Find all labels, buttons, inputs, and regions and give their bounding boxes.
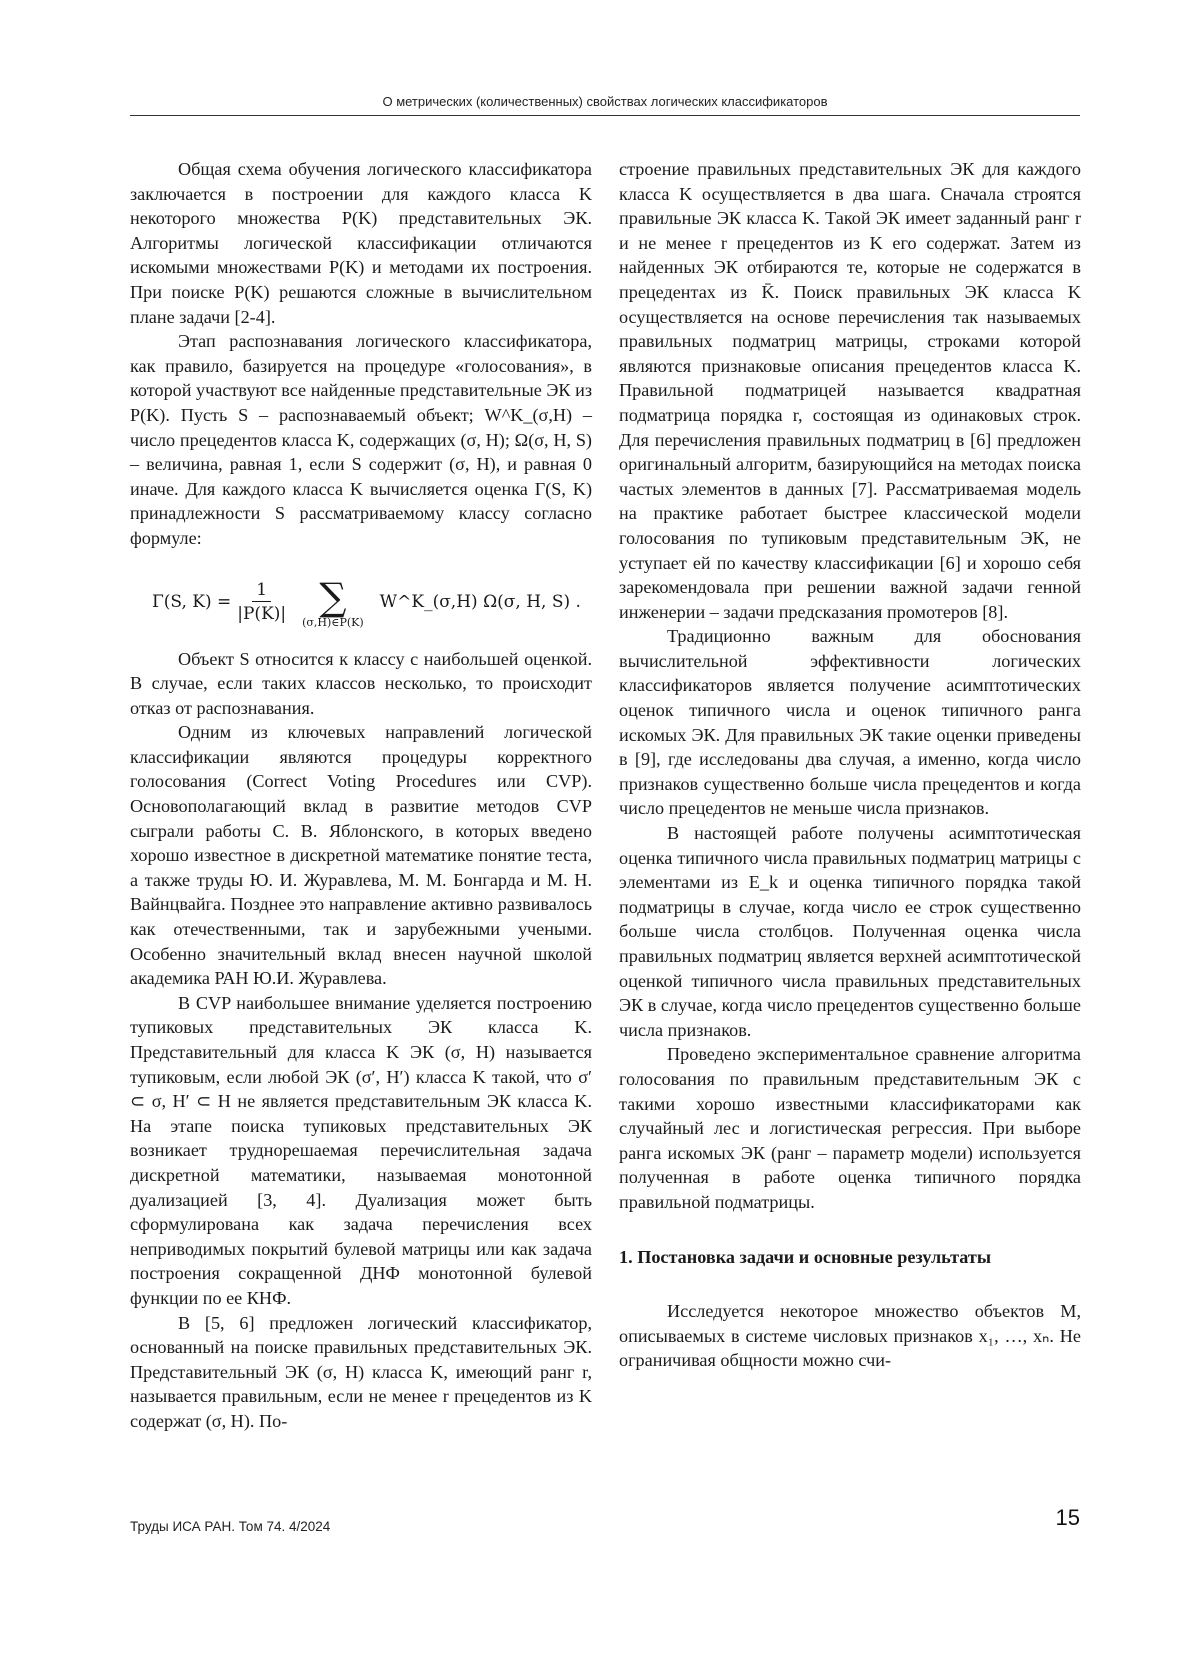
paragraph: В настоящей работе получены асимптотическая оценка типичного числа правильных подматриц матрицы с элементами из E_k и оценка типичного порядка такой подматрицы в случае, когда число ее строк существенно больше числа столбцов. Полученная оценка числа правильных подматриц является верхней асимптотической оценкой типичного числа правильных представительных ЭК в случае, когда число прецедентов существенно больше числа признаков. [619, 823, 1081, 1040]
formula-term: W^K_(σ,H) Ω(σ, H, S) . [379, 592, 581, 613]
paragraph: Традиционно важным для обоснования вычислительной эффективности логических классификаторов является получение асимптотических оценок типичного числа и оценок типичного ранга искомых ЭК. Для правильных ЭК такие оценки приведены в [9], где исследованы два случая, а именно, когда число признаков существенно больше числа прецедентов и когда число прецедентов не меньше числа признаков. [619, 626, 1081, 819]
sum-symbol: ∑ [319, 574, 347, 619]
paragraph: Объект S относится к классу с наибольшей оценкой. В случае, если таких классов несколько, то происходит отказ от распознавания. [130, 648, 592, 718]
paragraph: Одним из ключевых направлений логической классификации являются процедуры корректного голосования (Correct Voting Procedures или CVP). Основополагающий вклад в развитие методов CVP сыграли работы С. В. Яблонского, в которых введено хорошо известное в дискретной математике понятие теста, а также труды Ю. И. Журавлева, М. М. Бонгарда и М. Н. Вайнцвайга. Позднее это направление активно развивалось как отечественными, так и зарубежными учеными. Особенно значительный вклад внесен научной школой академика РАН Ю.И. Журавлева. [130, 722, 592, 989]
formula-fraction [237, 579, 286, 626]
paragraph: Проведено экспериментальное сравнение алгоритма голосования по правильным представительным ЭК с такими хорошо известными классификаторами как случайный лес и логистическая регрессия. При выборе ранга искомых ЭК (ранг – параметр модели) используется полученная в работе оценка типичного порядка правильной подматрицы. [619, 1044, 1081, 1212]
paragraph: Исследуется некоторое множество объектов M, описываемых в системе числовых признаков x₁, …, xₙ. Не ограничивая общности можно счи- [619, 1301, 1081, 1371]
right-column [619, 157, 1081, 1497]
paragraph: В [5, 6] предложен логический классификатор, основанный на поиске правильных представительных ЭК. Представительный ЭК (σ, H) класса K, имеющий ранг r, называется правильным, если не менее r прецедентов из K содержат (σ, H). По- [130, 1312, 592, 1431]
paragraph: Этап распознавания логического классификатора, как правило, базируется на процедуре «голосования», в которой участвуют все найденные представительные ЭК из P(K). Пусть S – распознаваемый объект; W^K_(σ,H) – число прецедентов класса K, содержащих (σ, H); Ω(σ, H, S) – величина, равная 1, если S содержит (σ, H), и равная 0 иначе. Для каждого класса K вычисляется оценка Γ(S, K) принадлежности S рассматриваемому классу согласно формуле: [130, 331, 592, 548]
left-column [130, 157, 592, 1497]
journal-footer: Труды ИСА РАН. Том 74. 4/2024 [130, 1519, 331, 1534]
formula-numerator: 1 [252, 579, 271, 602]
paragraph: Общая схема обучения логического классификатора заключается в построении для каждого класса K некоторого множества P(K) представительных ЭК. Алгоритмы логической классификации отличаются искомыми множествами P(K) и методами их построения. При поиске P(K) решаются сложные в вычислительном плане задачи [2-4]. [130, 159, 592, 327]
formula [130, 565, 592, 641]
formula-lhs: Γ(S, K) = [152, 592, 232, 613]
paragraph-continued: строение правильных представительных ЭК для каждого класса K осуществляется в два шага. Сначала строятся правильные ЭК класса K. Такой ЭК имеет заданный ранг r и не менее r прецедентов из K его содержат. Затем из найденных ЭК отбираются те, которые не содержатся в прецедентах из K̄. Поиск правильных ЭК класса K осуществляется на основе перечисления так называемых правильных подматриц матрицы, строками которой являются признаковые описания прецедентов класса K. Правильной подматрицей называется квадратная подматрица порядка r, состоящая из одинаковых строк. Для перечисления правильных подматриц в [6] предложен оригинальный алгоритм, базирующийся на методах поиска частых элементов в данных [7]. Рассматриваемая модель на практике работает быстрее классической модели голосования по тупиковым представительным ЭК, не уступает ей по качеству классификации [6] и хорошо себя зарекомендовала при решении важной задачи генной инженерии – задачи предсказания промотеров [8]. [619, 159, 1081, 622]
formula-sum [302, 574, 364, 629]
header-rule [130, 115, 1080, 116]
section-heading: 1. Постановка задачи и основные результаты [619, 1246, 992, 1267]
paragraph: В CVP наибольшее внимание уделяется построению тупиковых представительных ЭК класса K. Представительный для класса K ЭК (σ, H) называется тупиковым, если любой ЭК (σ′, H′) класса K такой, что σ′ ⊂ σ, H′ ⊂ H не является представительным ЭК класса K. На этапе поиска тупиковых представительных ЭК возникает труднорешаемая перечислительная задача дискретной математики, называемая монотонной дуализацией [3, 4]. Дуализация может быть сформулирована как задача перечисления всех неприводимых покрытий булевой матрицы или как задача построения сокращенной ДНФ монотонной булевой функции по ее КНФ. [130, 992, 592, 1308]
running-header: О метрических (количественных) свойствах логических классификаторов [382, 94, 828, 109]
formula-denominator: |P(K)| [237, 604, 287, 624]
sum-index: (σ,H)∈P(K) [302, 615, 364, 629]
page-number: 15 [1055, 1505, 1080, 1530]
